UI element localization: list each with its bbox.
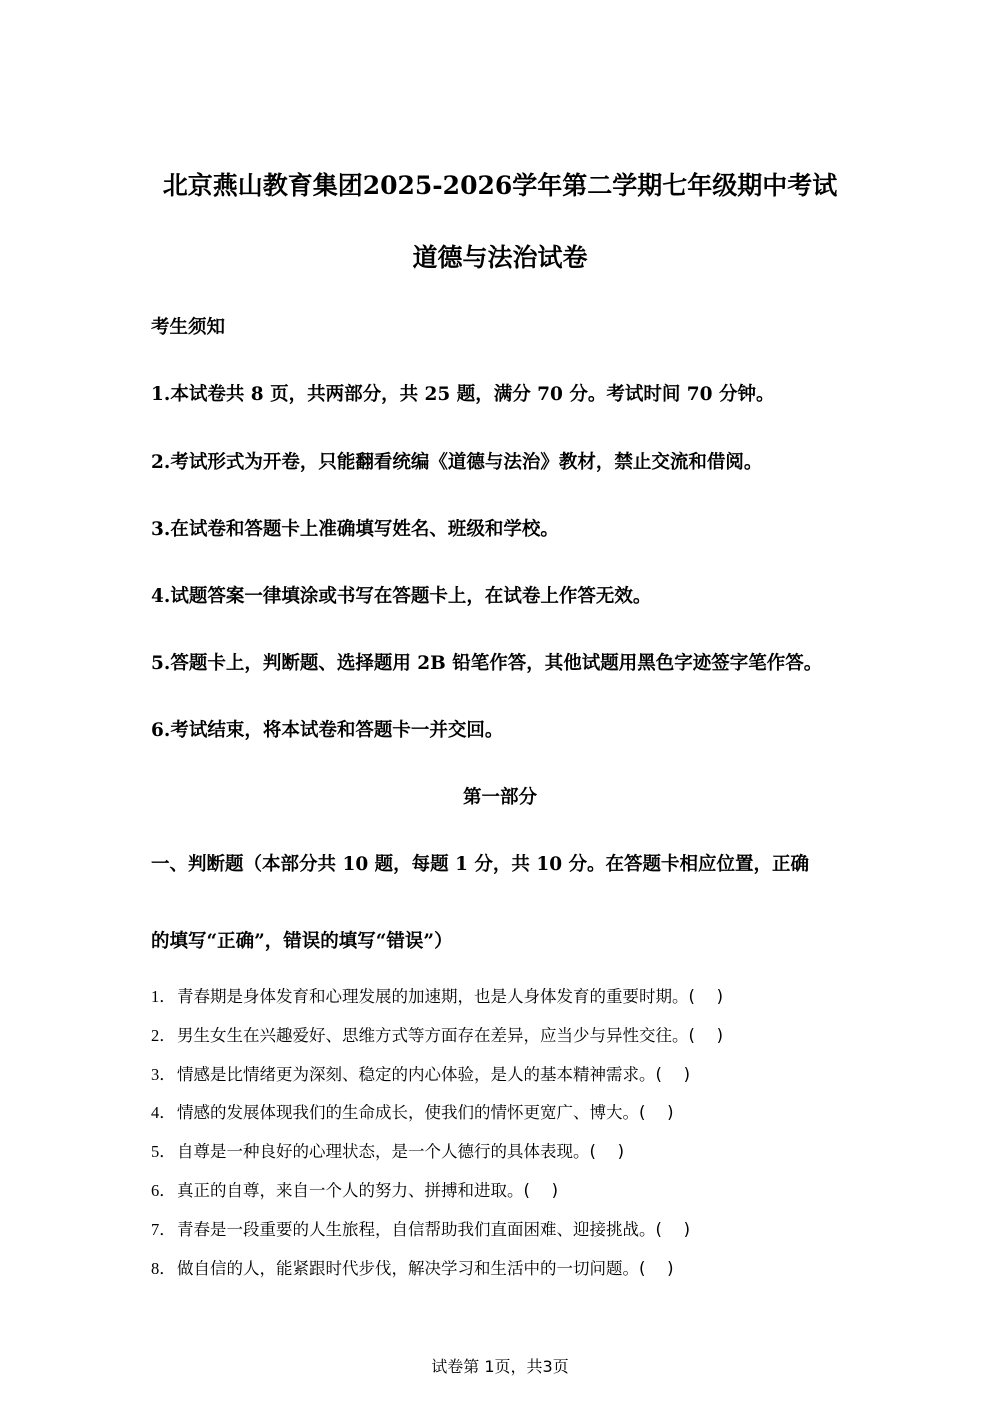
section-heading: 一、判断题（本部分共 10 题，每题 1 分，共 10 分。在答题卡相应位置，正确 (151, 854, 810, 875)
question-number: 7． (151, 1220, 176, 1239)
exam-subject-title: 道德与法治试卷 (412, 243, 588, 272)
question-item (151, 1102, 674, 1124)
question-number: 2． (151, 1026, 176, 1045)
question-text: 青春是一段重要的人生旅程，自信帮助我们直面困难、迎接挑战。( ) (177, 1220, 691, 1239)
question-number: 5． (151, 1142, 176, 1161)
question-item (151, 1064, 690, 1086)
question-number: 8． (151, 1259, 176, 1278)
question-number: 4． (151, 1103, 176, 1122)
notice-item: 2.考试形式为开卷，只能翻看统编《道德与法治》教材，禁止交流和借阅。 (151, 452, 763, 473)
question-text: 做自信的人，能紧跟时代步伐，解决学习和生活中的一切问题。( ) (177, 1259, 674, 1278)
notice-item: 6.考试结束，将本试卷和答题卡一并交回。 (151, 720, 504, 741)
notice-item: 5.答题卡上，判断题、选择题用 2B 铅笔作答，其他试题用黑色字迹签字笔作答。 (151, 653, 823, 674)
question-number: 6． (151, 1181, 176, 1200)
section-heading-continued: 的填写“正确”，错误的填写“错误”） (151, 931, 453, 952)
notice-item: 4.试题答案一律填涂或书写在答题卡上，在试卷上作答无效。 (151, 586, 652, 607)
question-item (151, 1141, 624, 1163)
question-item (151, 1219, 690, 1241)
exam-title: 北京燕山教育集团2025-2026学年第二学期七年级期中考试 (162, 171, 838, 200)
question-text: 青春期是身体发育和心理发展的加速期，也是人身体发育的重要时期。( ) (177, 987, 724, 1006)
question-item (151, 1025, 723, 1047)
notice-item: 3.在试卷和答题卡上准确填写姓名、班级和学校。 (151, 519, 559, 540)
question-item (151, 1180, 558, 1202)
notice-item: 1.本试卷共 8 页，共两部分，共 25 题，满分 70 分。考试时间 70 分钟。 (151, 384, 775, 405)
question-text: 真正的自尊，来自一个人的努力、拼搏和进取。( ) (177, 1181, 559, 1200)
question-number: 1． (151, 987, 176, 1006)
question-item (151, 986, 723, 1008)
question-text: 情感的发展体现我们的生命成长，使我们的情怀更宽广、博大。( ) (177, 1103, 674, 1122)
question-item (151, 1258, 674, 1280)
part-heading: 第一部分 (462, 787, 537, 808)
question-number: 3． (151, 1065, 176, 1084)
notice-heading: 考生须知 (151, 317, 226, 338)
question-text: 男生女生在兴趣爱好、思维方式等方面存在差异，应当少与异性交往。( ) (177, 1026, 724, 1045)
question-text: 情感是比情绪更为深刻、稳定的内心体验，是人的基本精神需求。( ) (177, 1065, 691, 1084)
question-text: 自尊是一种良好的心理状态，是一个人德行的具体表现。( ) (177, 1142, 625, 1161)
page-footer: 试卷第 1页，共3页 (431, 1357, 569, 1376)
